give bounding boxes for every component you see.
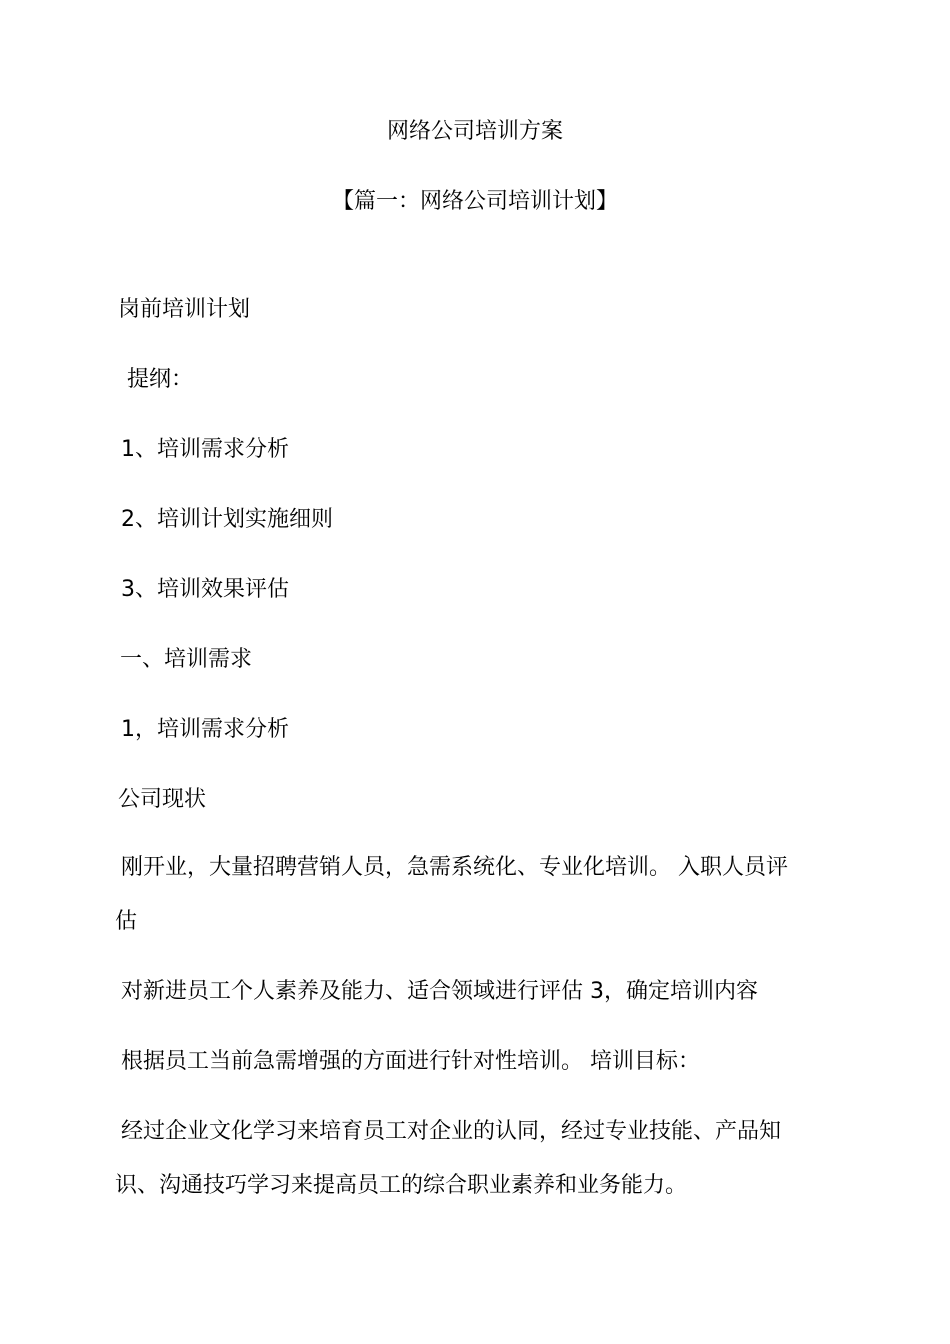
document-subtitle: 【篇一：网络公司培训计划】 — [331, 189, 618, 214]
company-status-heading: 公司现状 — [118, 787, 207, 812]
document-title: 网络公司培训方案 — [386, 119, 563, 144]
outline-item-1: 1、培训需求分析 — [121, 437, 289, 462]
paragraph-training-goal-line1: 经过企业文化学习来培育员工对企业的认同，经过专业技能、产品知 — [121, 1119, 782, 1144]
outline-item-3: 3、培训效果评估 — [121, 577, 289, 602]
paragraph-training-basis: 根据员工当前急需增强的方面进行针对性培训。 培训目标： — [121, 1049, 700, 1074]
paragraph-company-status-line1: 刚开业，大量招聘营销人员，急需系统化、专业化培训。 入职人员评 — [121, 855, 788, 880]
paragraph-assessment: 对新进员工个人素养及能力、适合领域进行评估 3，确定培训内容 — [121, 979, 758, 1004]
section-heading-pre-job-training: 岗前培训计划 — [118, 297, 251, 322]
paragraph-training-goal-line2: 识、沟通技巧学习来提高员工的综合职业素养和业务能力。 — [115, 1173, 688, 1198]
outline-label: 提纲： — [127, 367, 194, 392]
paragraph-company-status-line2: 估 — [115, 909, 138, 934]
outline-item-2: 2、培训计划实施细则 — [121, 507, 333, 532]
subsection-needs-analysis: 1，培训需求分析 — [121, 717, 289, 742]
section-heading-training-needs: 一、培训需求 — [120, 647, 253, 672]
